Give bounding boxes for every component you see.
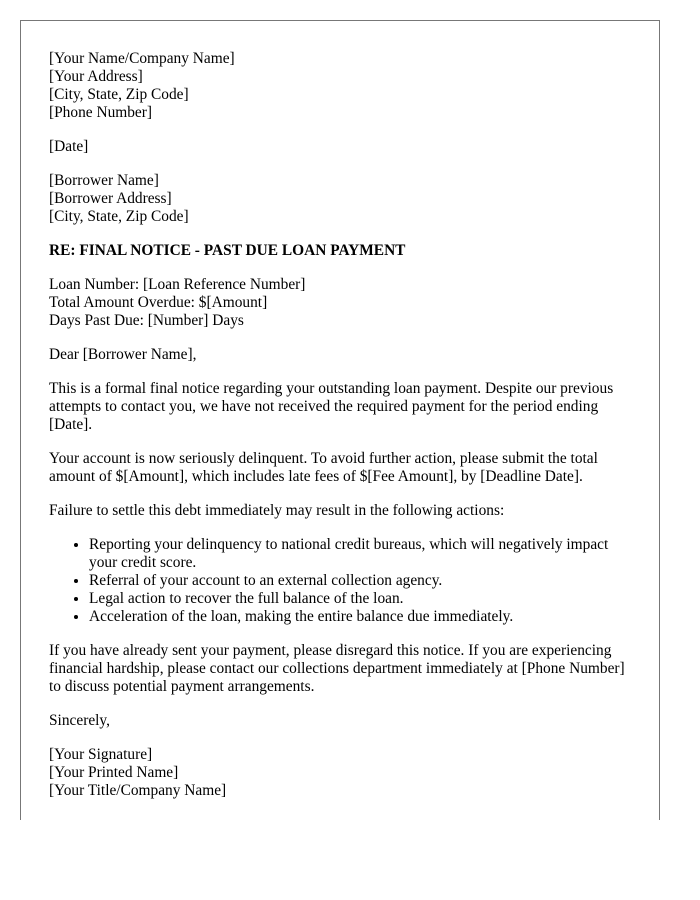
signature-block <box>49 746 632 800</box>
subject-line: RE: FINAL NOTICE - PAST DUE LOAN PAYMENT <box>49 242 406 259</box>
signoff: Sincerely, <box>49 712 110 729</box>
printed-name: [Your Printed Name] <box>49 764 179 781</box>
sender-name: [Your Name/Company Name] <box>49 50 235 67</box>
list-item: • Reporting your delinquency to national credit bureaus, which will negatively impact your credit score. <box>89 536 632 572</box>
recipient-city-state-zip: [City, State, Zip Code] <box>49 208 189 225</box>
failure-paragraph: Failure to settle this debt immediately may result in the following actions: <box>49 502 505 519</box>
recipient-block <box>49 172 632 226</box>
loan-details-block <box>49 276 632 330</box>
actions-list <box>49 536 632 626</box>
closing-paragraph: If you have already sent your payment, please disregard this notice. If you are experiencing financial hardship, please contact our collections department immediately at [Phone Number] to discuss potential payment arrangements. <box>49 642 625 695</box>
intro-paragraph: This is a formal final notice regarding your outstanding loan payment. Despite our previous attempts to contact you, we have not received the required payment for the period ending [Date]. <box>49 380 614 433</box>
recipient-name: [Borrower Name] <box>49 172 159 189</box>
recipient-address: [Borrower Address] <box>49 190 172 207</box>
sender-phone: [Phone Number] <box>49 104 153 121</box>
sender-city-state-zip: [City, State, Zip Code] <box>49 86 189 103</box>
delinquent-paragraph: Your account is now seriously delinquent. To avoid further action, please submit the total amount of $[Amount], which includes late fees of $[Fee Amount], by [Deadline Date]. <box>49 450 598 485</box>
loan-number: Loan Number: [Loan Reference Number] <box>49 276 306 293</box>
signature: [Your Signature] <box>49 746 153 763</box>
salutation: Dear [Borrower Name], <box>49 346 197 363</box>
letter-date: [Date] <box>49 138 89 155</box>
title-company: [Your Title/Company Name] <box>49 782 227 799</box>
sender-address: [Your Address] <box>49 68 143 85</box>
sender-block <box>49 50 632 122</box>
list-item: • Acceleration of the loan, making the entire balance due immediately. <box>89 608 632 626</box>
days-past-due: Days Past Due: [Number] Days <box>49 312 244 329</box>
list-item: • Legal action to recover the full balance of the loan. <box>89 590 632 608</box>
date-block <box>49 138 632 156</box>
letter-page <box>20 20 660 820</box>
total-overdue: Total Amount Overdue: $[Amount] <box>49 294 268 311</box>
list-item: • Referral of your account to an external collection agency. <box>89 572 632 590</box>
